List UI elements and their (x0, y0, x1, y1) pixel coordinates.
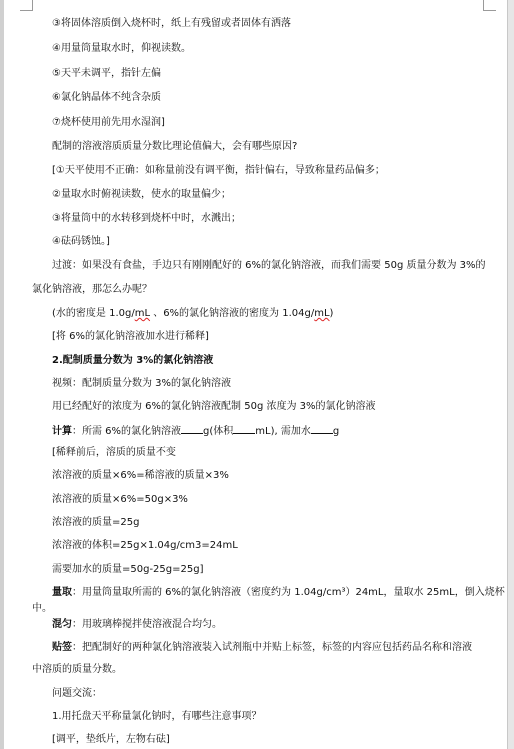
text-line: 氯化钠溶液，那怎么办呢？ (32, 284, 152, 295)
text-line: (水的密度是 1.0g/mL 、6%的氯化钠溶液的密度为 1.04g/mL) (52, 308, 334, 319)
text-line: ③将固体溶质倒入烧杯时，纸上有残留或者固体有洒落 (52, 18, 291, 29)
fill-blank (181, 424, 203, 434)
text-line: 混匀：用玻璃棒搅拌使溶液混合均匀。 (52, 619, 222, 630)
text-line: 浓溶液的质量×6%=稀溶液的质量×3% (52, 470, 229, 481)
text-line: 过渡：如果没有食盐，手边只有刚刚配好的 6%的氯化钠溶液，而我们需要 50g 质量分数为 3%的 (52, 260, 486, 271)
text-line: ⑦烧杯使用前先用水湿润] (52, 117, 165, 128)
text-line: ⑥氯化钠晶体不纯含杂质 (52, 92, 161, 103)
text-line: [①天平使用不正确：如称量前没有调平衡，指针偏右，导致称量药品偏多； (52, 165, 385, 176)
text-line: 视频：配制质量分数为 3%的氯化钠溶液 (52, 378, 232, 389)
margin-corner-mark-left (20, 0, 33, 11)
text-line: ⑤天平未调平，指针左偏 (52, 68, 161, 79)
text-line: 计算：所需 6%的氯化钠溶液 g(体积 mL), 需加水 g (52, 426, 340, 437)
fill-blank (233, 424, 255, 434)
text-line: [稀释前后，溶质的质量不变 (52, 447, 176, 458)
text-line: 浓溶液的质量×6%=50g×3% (52, 494, 188, 505)
text-line: 中溶质的质量分数。 (32, 664, 122, 675)
page-edge-right (507, 0, 514, 749)
text-line: 问题交流： (52, 688, 102, 699)
text-line: 配制的溶液溶质质量分数比理论值偏大，会有哪些原因? (52, 141, 298, 152)
margin-corner-mark-right (483, 0, 496, 11)
section-heading: 2.配制质量分数为 3%的氯化钠溶液 (52, 355, 214, 366)
page-edge-left (0, 0, 4, 749)
text-line: 浓溶液的体积=25g×1.04g/cm3=24mL (52, 540, 238, 551)
text-line: 用已经配好的浓度为 6%的氯化钠溶液配制 50g 浓度为 3%的氯化钠溶液 (52, 401, 376, 412)
text-line: 量取：用量筒量取所需的 6%的氯化钠溶液（密度约为 1.04g/cm³）24mL，量取水 25mL，倒入烧杯 (52, 587, 505, 598)
text-line: 浓溶液的质量=25g (52, 517, 140, 528)
text-line: 1.用托盘天平称量氯化钠时，有哪些注意事项？ (52, 711, 262, 722)
text-line: 需要加水的质量=50g-25g=25g] (52, 564, 204, 575)
text-line: [将 6%的氯化钠溶液加水进行稀释] (52, 331, 209, 342)
fill-blank (311, 424, 333, 434)
text-line: ④用量筒量取水时，仰视读数。 (52, 43, 191, 54)
text-line: 中。 (32, 603, 52, 614)
text-line: [调平，垫纸片，左物右砝] (52, 734, 170, 745)
text-line: 贴签：把配制好的两种氯化钠溶液装入试剂瓶中并贴上标签，标签的内容应包括药品名称和溶液 (52, 642, 472, 653)
text-line: ④砝码锈蚀。] (52, 236, 110, 247)
text-line: ②量取水时俯视读数，使水的取量偏少； (52, 189, 231, 200)
text-line: ③将量筒中的水转移到烧杯中时，水溅出； (52, 213, 241, 224)
